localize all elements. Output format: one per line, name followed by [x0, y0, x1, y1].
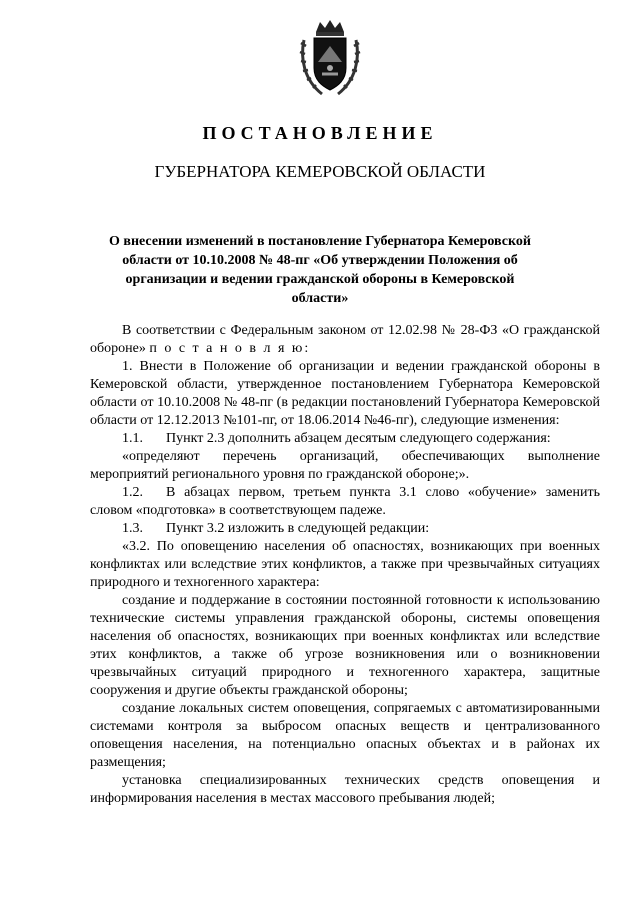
item-text: Пункт 2.3 дополнить абзацем десятым следующего содержания: [166, 431, 551, 446]
paragraph-3-2: «3.2. По оповещению населения об опасностях, возникающих при военных конфликтах или вследствие этих конфликтов, а также при чрезвычайных ситуациях природного и техногенного характера: [90, 539, 600, 590]
paragraph-1-1-quote: «определяют перечень организаций, обеспечивающих выполнение мероприятий регионального уровня по гражданской обороне;». [90, 449, 600, 482]
document-body [90, 322, 600, 808]
item-text: Пункт 3.2 изложить в следующей редакции: [166, 521, 430, 536]
item-text: В абзацах первом, третьем пункта 3.1 слово «обучение» заменить словом «подготовка» в соответствующем падеже. [90, 485, 600, 518]
paragraph-3-2-c: установка специализированных технических средств оповещения и информирования населения в местах массового пребывания людей; [90, 773, 600, 806]
subject-line: организации и ведении гражданской обороны в Кемеровской области» [125, 272, 515, 306]
paragraph-3-2-a: создание и поддержание в состоянии постоянной готовности к использованию технические системы управления гражданской обороны, системы оповещения населения об опасностях, возникающих при военных конфликтах или вследствие этих конфликтов, а также об угрозе возникновения или о возникновении чрезвычайных ситуаций природного и техногенного характера, защитные сооружения и другие объекты гражданской обороны; [90, 593, 600, 698]
document-subject [100, 232, 540, 308]
document-type-title: ПОСТАНОВЛЕНИЕ [202, 123, 438, 143]
item-number: 1.2. [122, 485, 143, 500]
paragraph-1-3 [90, 520, 600, 538]
paragraph-1: 1. Внести в Положение об организации и ведении гражданской обороны в Кемеровской области, утвержденное постановлением Губернатора Кемеровской области от 10.10.2008 № 48-пг (в редакции постановлений Губернатора Кемеровской области от 12.12.2013 №101-пг, от 18.06.2014 №46-пг), следующие изменения: [90, 359, 600, 428]
preamble-paragraph [90, 322, 600, 358]
coat-of-arms-icon [298, 18, 362, 98]
item-number: 1.3. [122, 521, 143, 536]
subject-line: области от 10.10.2008 № 48-пг «Об утверждении Положения об [122, 253, 518, 268]
paragraph-1-2 [90, 484, 600, 520]
decree-word: п о с т а н о в л я ю: [149, 341, 311, 356]
issuer-title: ГУБЕРНАТОРА КЕМЕРОВСКОЙ ОБЛАСТИ [154, 162, 486, 181]
paragraph-1-1 [90, 430, 600, 448]
item-number: 1.1. [122, 431, 143, 446]
subject-line: О внесении изменений в постановление Губернатора Кемеровской [109, 234, 531, 249]
preamble-text: В соответствии с Федеральным законом от 12.02.98 № 28-ФЗ «О гражданской обороне» [90, 323, 600, 356]
paragraph-3-2-b: создание локальных систем оповещения, сопрягаемых с автоматизированными системами контроля за выбросом опасных веществ и централизованного оповещения населения, на потенциально опасных объектах и в районах их размещения; [90, 701, 600, 770]
